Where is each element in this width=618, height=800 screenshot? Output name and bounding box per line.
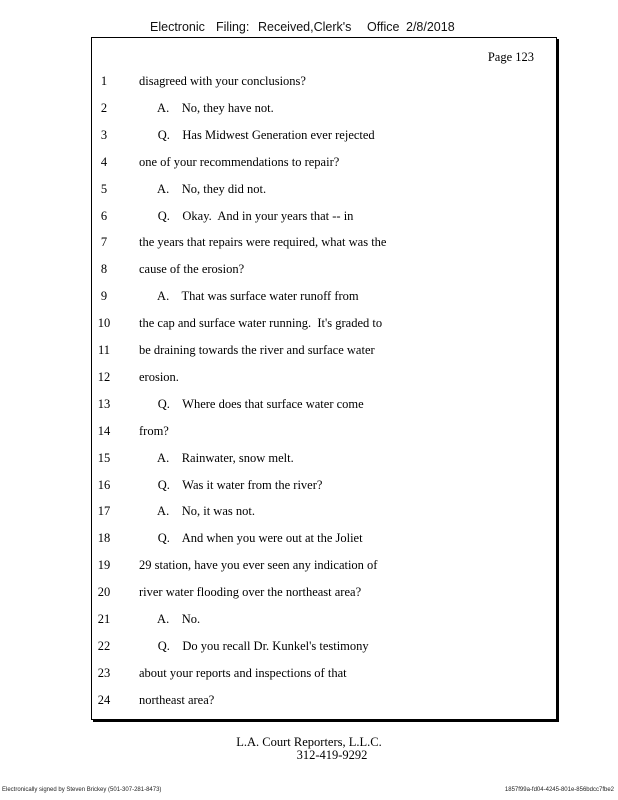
line-number: 18	[97, 531, 111, 546]
line-number: 16	[97, 477, 111, 492]
line-number: 8	[100, 262, 108, 277]
line-number: 4	[100, 154, 108, 169]
header-word-received-clerks: Received,Clerk's	[258, 20, 352, 34]
transcript-line	[0, 229, 618, 256]
transcript-line	[0, 579, 618, 606]
line-text: Q. And when you were out at the Joliet	[139, 531, 363, 546]
transcript-line	[0, 337, 618, 364]
line-text: be draining towards the river and surface water	[139, 343, 375, 357]
transcript-line	[0, 552, 618, 579]
line-number: 17	[97, 504, 111, 519]
line-number: 1	[100, 74, 108, 88]
transcript-line	[0, 149, 618, 176]
transcript-line	[0, 472, 618, 499]
line-number: 11	[97, 343, 111, 357]
line-text: one of your recommendations to repair?	[139, 154, 340, 169]
line-number: 5	[100, 181, 108, 196]
header-date: 2/8/2018	[406, 20, 455, 34]
transcript-line	[0, 68, 618, 95]
line-text: the cap and surface water running. It's graded to	[139, 316, 383, 331]
line-number: 9	[100, 289, 108, 304]
line-number: 10	[97, 316, 111, 331]
line-number: 20	[97, 585, 111, 600]
line-number: 14	[97, 423, 111, 438]
transcript-line	[0, 176, 618, 203]
line-text: A. No, it was not.	[139, 504, 255, 519]
line-text: 29 station, have you ever seen any indication of	[139, 558, 378, 573]
transcript-line	[0, 606, 618, 633]
line-text: Q. Okay. And in your years that -- in	[139, 208, 354, 223]
line-text: Q. Was it water from the river?	[139, 477, 323, 492]
line-text: A. That was surface water runoff from	[139, 289, 359, 304]
line-number: 2	[100, 100, 108, 115]
line-number: 22	[97, 638, 111, 653]
header-word-filing: Filing:	[216, 20, 250, 34]
line-number: 13	[97, 396, 111, 411]
transcript-line	[0, 283, 618, 310]
line-text: from?	[139, 423, 169, 438]
transcript-line	[0, 122, 618, 149]
line-text: A. No.	[139, 612, 201, 626]
line-number: 12	[97, 369, 111, 384]
line-text: A. No, they did not.	[139, 181, 267, 196]
line-text: A. Rainwater, snow melt.	[139, 450, 294, 465]
transcript-line	[0, 687, 618, 714]
line-text: river water flooding over the northeast area?	[139, 585, 362, 600]
line-text: erosion.	[139, 369, 179, 384]
electronic-signature: Electronically signed by Steven Brickey (501-307-281-8473)	[2, 787, 162, 793]
line-number: 19	[97, 558, 111, 573]
transcript-line	[0, 310, 618, 337]
line-text: northeast area?	[139, 692, 215, 707]
transcript-line	[0, 364, 618, 391]
line-number: 23	[97, 665, 111, 680]
line-text: Q. Has Midwest Generation ever rejected	[139, 127, 375, 142]
transcript-line	[0, 203, 618, 230]
line-text: Q. Do you recall Dr. Kunkel's testimony	[139, 638, 369, 653]
electronic-filing-header	[0, 20, 618, 38]
transcript-line	[0, 660, 618, 687]
line-number: 3	[100, 127, 108, 142]
line-number: 6	[100, 208, 108, 223]
footer-company: L.A. Court Reporters, L.L.C.	[236, 735, 382, 749]
transcript-line	[0, 391, 618, 418]
line-number: 7	[100, 235, 108, 250]
line-text: disagreed with your conclusions?	[139, 74, 306, 88]
line-number: 15	[97, 450, 111, 465]
transcript-line	[0, 418, 618, 445]
transcript-line	[0, 256, 618, 283]
header-word-electronic: Electronic	[150, 20, 205, 34]
line-text: Q. Where does that surface water come	[139, 396, 364, 411]
transcript-line	[0, 95, 618, 122]
line-number: 24	[97, 692, 111, 707]
line-text: A. No, they have not.	[139, 100, 274, 115]
line-text: cause of the erosion?	[139, 262, 245, 277]
page-number: Page 123	[487, 50, 534, 64]
document-hash: 1857f99a-fd04-4245-801e-856bdcc7fbe2	[504, 787, 614, 793]
line-text: the years that repairs were required, what was the	[139, 235, 387, 250]
transcript-line	[0, 633, 618, 660]
footer-phone: 312-419-9292	[296, 748, 368, 762]
line-number: 21	[97, 612, 111, 626]
line-text: about your reports and inspections of that	[139, 665, 347, 680]
header-word-office: Office	[367, 20, 400, 34]
transcript-line	[0, 525, 618, 552]
transcript-line	[0, 498, 618, 525]
transcript-line	[0, 445, 618, 472]
